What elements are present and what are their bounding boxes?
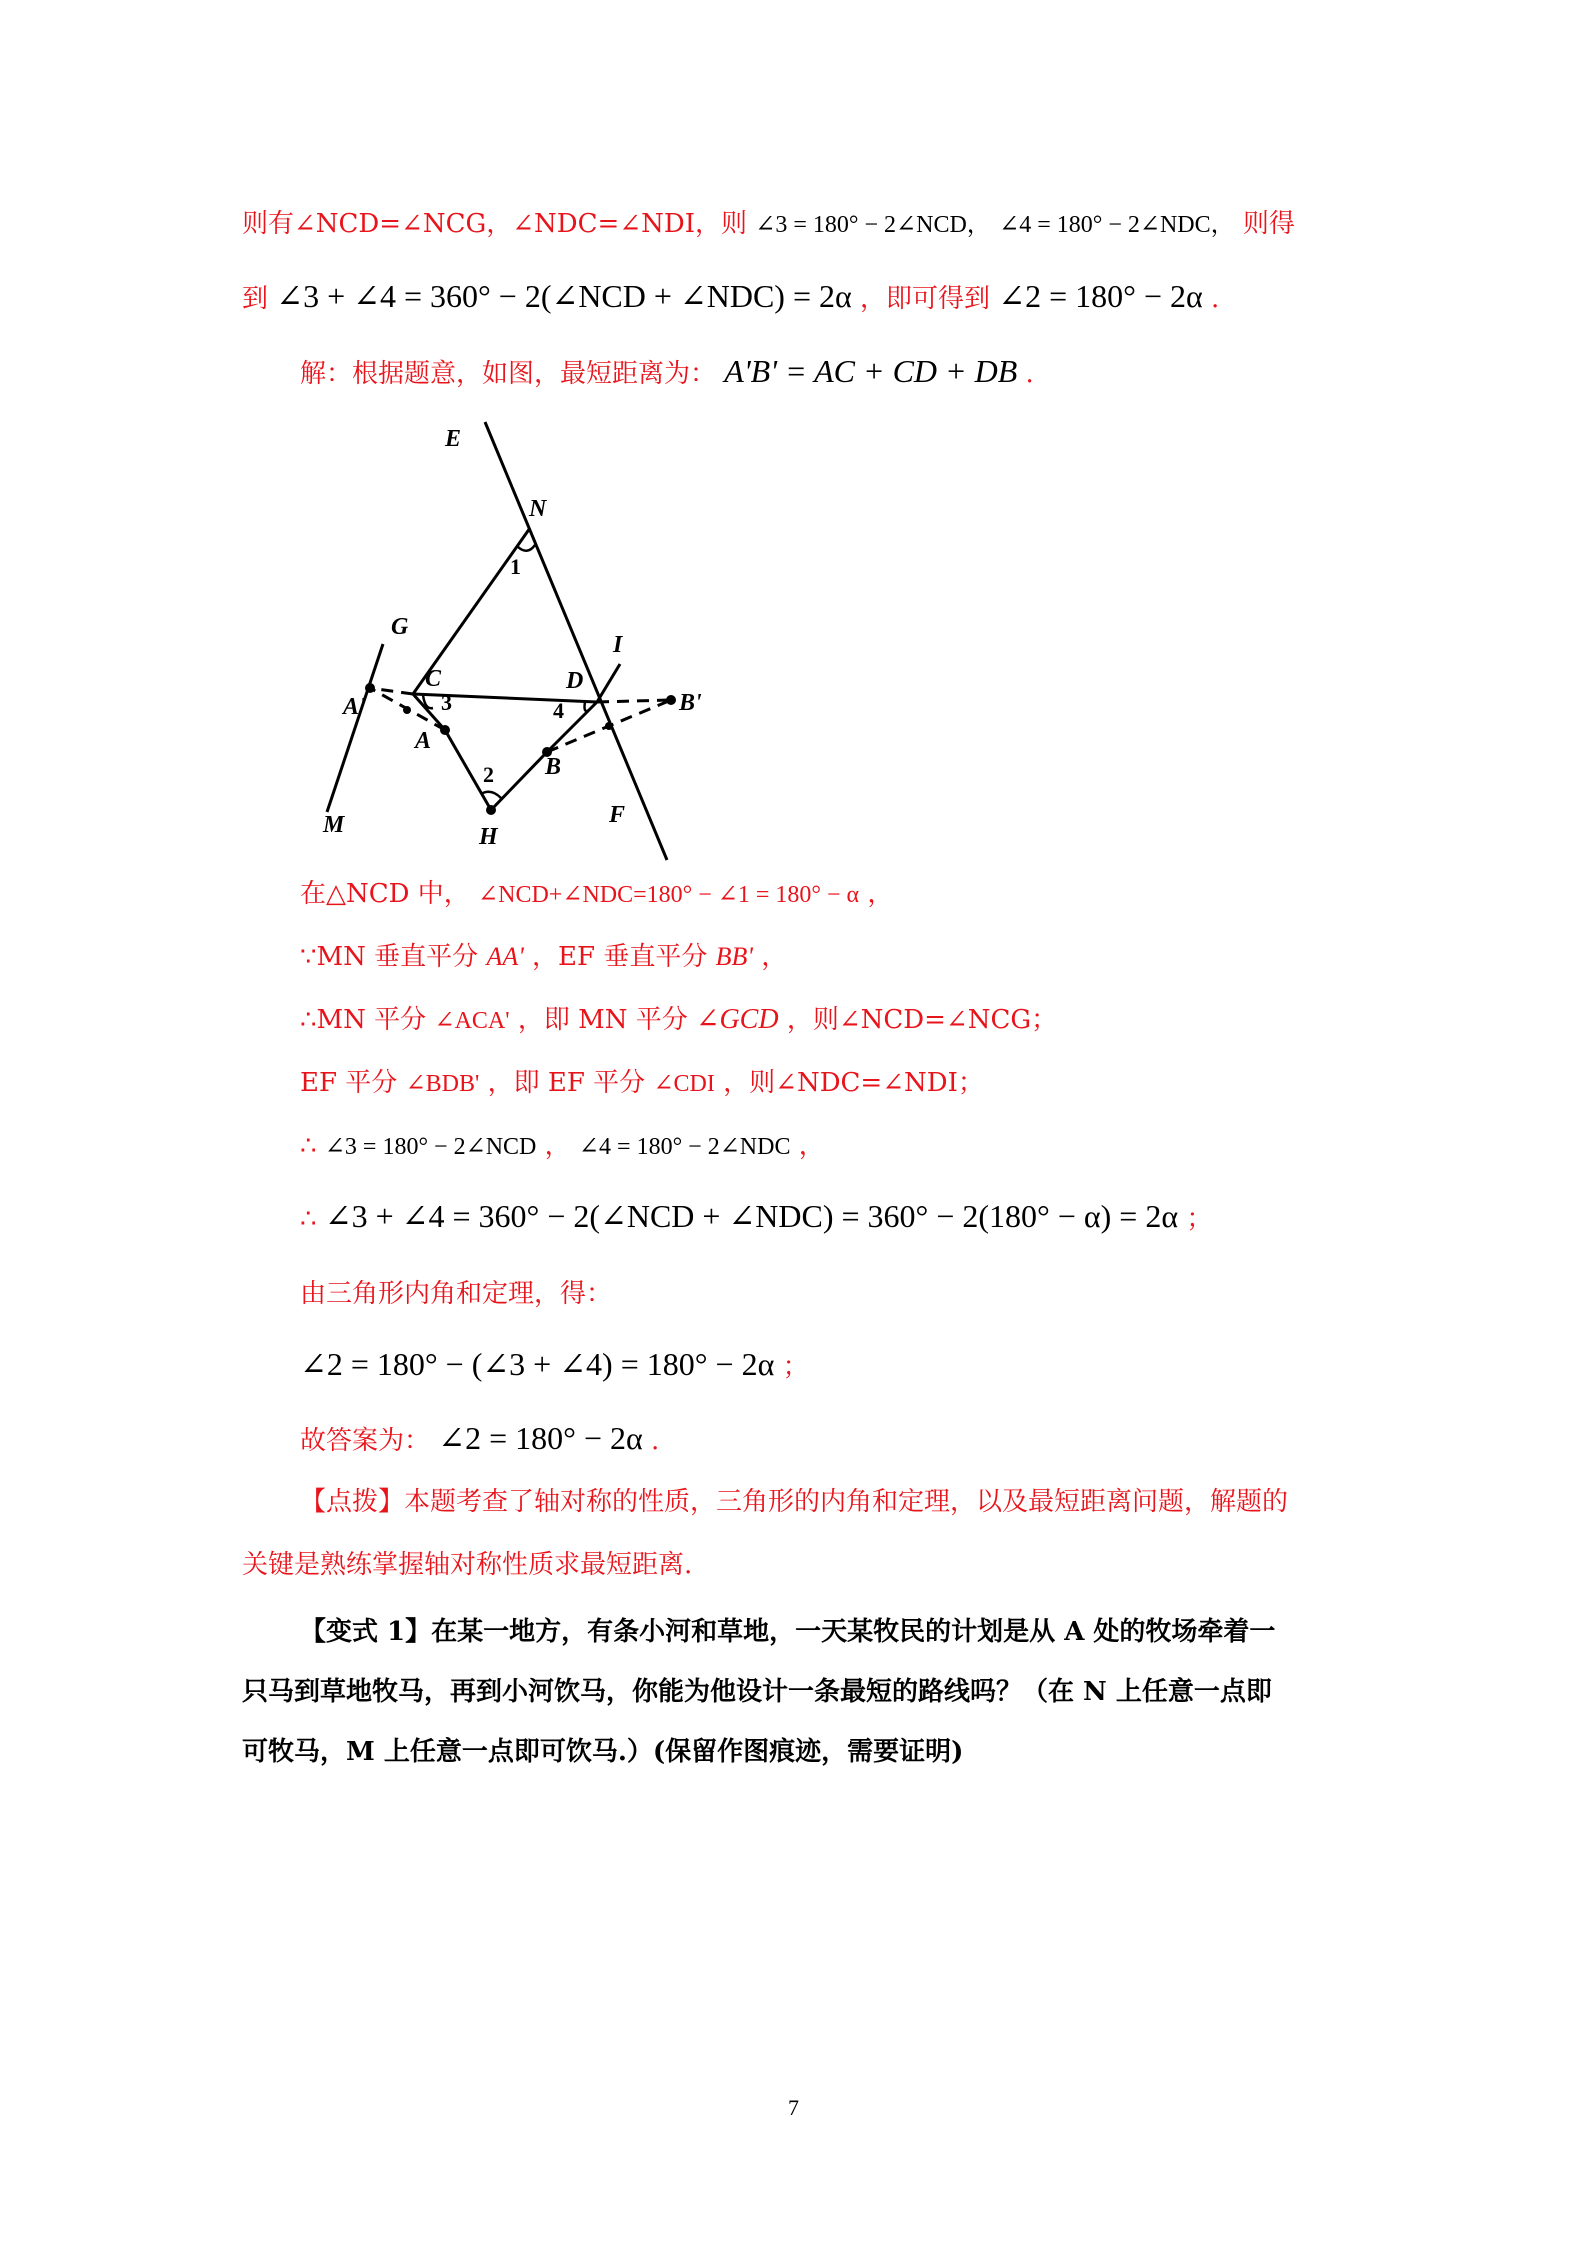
text-span: ，即 EF 平分 bbox=[487, 1068, 646, 1098]
formula: A'B' = AC + CD + DB bbox=[724, 353, 1018, 389]
page-number: 7 bbox=[788, 2095, 799, 2120]
text-span: EF 平分 bbox=[300, 1068, 398, 1098]
label-A: A bbox=[415, 728, 432, 754]
dashed-DB-prime bbox=[597, 700, 671, 702]
label-E: E bbox=[445, 426, 462, 452]
text-span: 故答案为： bbox=[300, 1426, 431, 1456]
text-span: 可牧马，M 上任意一点即可饮马.）(保留作图痕迹，需要证明) bbox=[242, 1737, 964, 1767]
text-line bbox=[300, 1002, 1057, 1039]
text-span: 由三角形内角和定理，得： bbox=[300, 1279, 613, 1309]
text-span: ∴ bbox=[300, 1204, 317, 1234]
label-3: 3 bbox=[441, 690, 452, 715]
line-EF bbox=[485, 422, 667, 860]
point-A bbox=[440, 725, 450, 735]
formula: ∠4 = 180° − 2∠NDC， bbox=[999, 212, 1235, 238]
formula: ∠2 = 180° − 2α bbox=[998, 278, 1203, 314]
point-A-prime bbox=[365, 683, 375, 693]
text-span: ，则∠NCD=∠NCG； bbox=[786, 1005, 1058, 1035]
text-span: ， bbox=[544, 1131, 571, 1161]
label-G: G bbox=[391, 614, 409, 640]
formula: ∠NCD+∠NDC=180° − ∠1 = 180° − α bbox=[478, 882, 860, 908]
text-span: 则得 bbox=[1242, 209, 1295, 239]
point-B-prime bbox=[666, 695, 676, 705]
formula: BB' bbox=[715, 942, 753, 971]
text-span: ， bbox=[867, 879, 894, 909]
text-line bbox=[242, 1734, 964, 1770]
line-DI bbox=[597, 664, 620, 702]
text-span: ， bbox=[798, 1131, 825, 1161]
label-D: D bbox=[566, 668, 584, 694]
angle-arc-1 bbox=[517, 545, 535, 551]
formula: ∠3 + ∠4 = 360° − 2(∠NCD + ∠NDC) = 360° − 2(180° − α) = 2α bbox=[324, 1198, 1179, 1234]
dashed-CA-prime bbox=[370, 688, 413, 694]
label-F: F bbox=[609, 802, 626, 828]
formula: ∠ACA' bbox=[434, 1008, 510, 1034]
text-span: ∵MN 垂直平分 bbox=[300, 942, 479, 972]
text-line bbox=[300, 1276, 612, 1312]
text-line bbox=[242, 206, 1295, 243]
text-line bbox=[300, 1420, 659, 1459]
text-span: 到 bbox=[242, 284, 269, 314]
text-span: ，即 MN 平分 bbox=[517, 1005, 688, 1035]
label-I: I bbox=[613, 632, 623, 658]
label-2: 2 bbox=[483, 762, 494, 787]
text-line bbox=[242, 1674, 1272, 1710]
text-span: ∴ bbox=[300, 1131, 317, 1161]
formula: ∠3 = 180° − 2∠NCD， bbox=[755, 212, 991, 238]
formula: ∠2 = 180° − 2α bbox=[438, 1420, 643, 1456]
text-line bbox=[300, 1484, 1288, 1520]
tip-heading: 【点拨】 bbox=[300, 1487, 405, 1517]
text-span: ， bbox=[761, 942, 788, 972]
text-line bbox=[300, 1065, 984, 1102]
text-span: 解：根据题意，如图，最短距离为： bbox=[300, 359, 717, 389]
text-span: 只马到草地牧马，再到小河饮马，你能为他设计一条最短的路线吗？（在 N 上任意一点即 bbox=[242, 1677, 1272, 1707]
text-span: ，EF 垂直平分 bbox=[532, 942, 708, 972]
formula: AA' bbox=[486, 942, 524, 971]
point-midAA bbox=[403, 706, 411, 714]
point-midBB bbox=[605, 722, 613, 730]
text-line bbox=[300, 353, 1034, 392]
label-M: M bbox=[323, 812, 345, 838]
label-N: N bbox=[529, 496, 547, 522]
text-span: ； bbox=[782, 1352, 809, 1382]
text-span: 【变式 1】在某一地方，有条小河和草地，一天某牧民的计划是从 A 处的牧场牵着一 bbox=[300, 1617, 1276, 1647]
text-line bbox=[300, 1346, 809, 1385]
formula: ∠4 = 180° − 2∠NDC bbox=[578, 1134, 791, 1160]
line-HB bbox=[491, 752, 547, 810]
text-line bbox=[300, 939, 787, 975]
label-A-prime: A' bbox=[343, 694, 366, 720]
text-span: 本题考查了轴对称的性质，三角形的内角和定理，以及最短距离问题，解题的 bbox=[404, 1487, 1289, 1517]
label-B-prime: B' bbox=[679, 690, 702, 716]
text-span: ； bbox=[1186, 1204, 1213, 1234]
label-H: H bbox=[479, 824, 498, 850]
text-span: ，即可得到 bbox=[860, 284, 991, 314]
formula: ∠3 + ∠4 = 360° − 2(∠NCD + ∠NDC) = 2α bbox=[276, 278, 852, 314]
label-B: B bbox=[545, 754, 562, 780]
line-GM bbox=[327, 644, 383, 812]
formula: ∠BDB' bbox=[405, 1071, 480, 1097]
formula: ∠3 = 180° − 2∠NCD bbox=[324, 1134, 537, 1160]
formula: ∠GCD bbox=[696, 1004, 779, 1035]
text-span: . bbox=[1025, 359, 1034, 389]
text-span: ，则∠NDC=∠NDI； bbox=[723, 1068, 984, 1098]
text-line bbox=[242, 278, 1219, 317]
text-span: . bbox=[651, 1426, 660, 1456]
text-span: 关键是熟练掌握轴对称性质求最短距离. bbox=[242, 1550, 693, 1580]
text-line bbox=[300, 1128, 825, 1165]
angle-arc-4 bbox=[585, 702, 590, 711]
formula: ∠CDI bbox=[653, 1071, 715, 1097]
text-span: 在△NCD 中， bbox=[300, 879, 470, 909]
text-line bbox=[300, 1614, 1275, 1650]
text-line bbox=[242, 1547, 692, 1583]
text-line bbox=[300, 876, 893, 913]
text-span: 则有∠NCD=∠NCG，∠NDC=∠NDI，则 bbox=[242, 209, 747, 239]
label-C: C bbox=[425, 666, 442, 692]
label-1: 1 bbox=[510, 554, 521, 579]
text-span: ∴MN 平分 bbox=[300, 1005, 427, 1035]
geometry-figure bbox=[315, 412, 702, 872]
text-line bbox=[300, 1198, 1212, 1237]
label-4: 4 bbox=[553, 698, 564, 723]
point-H bbox=[486, 805, 496, 815]
text-span: . bbox=[1211, 284, 1220, 314]
formula: ∠2 = 180° − (∠3 + ∠4) = 180° − 2α bbox=[300, 1346, 775, 1382]
